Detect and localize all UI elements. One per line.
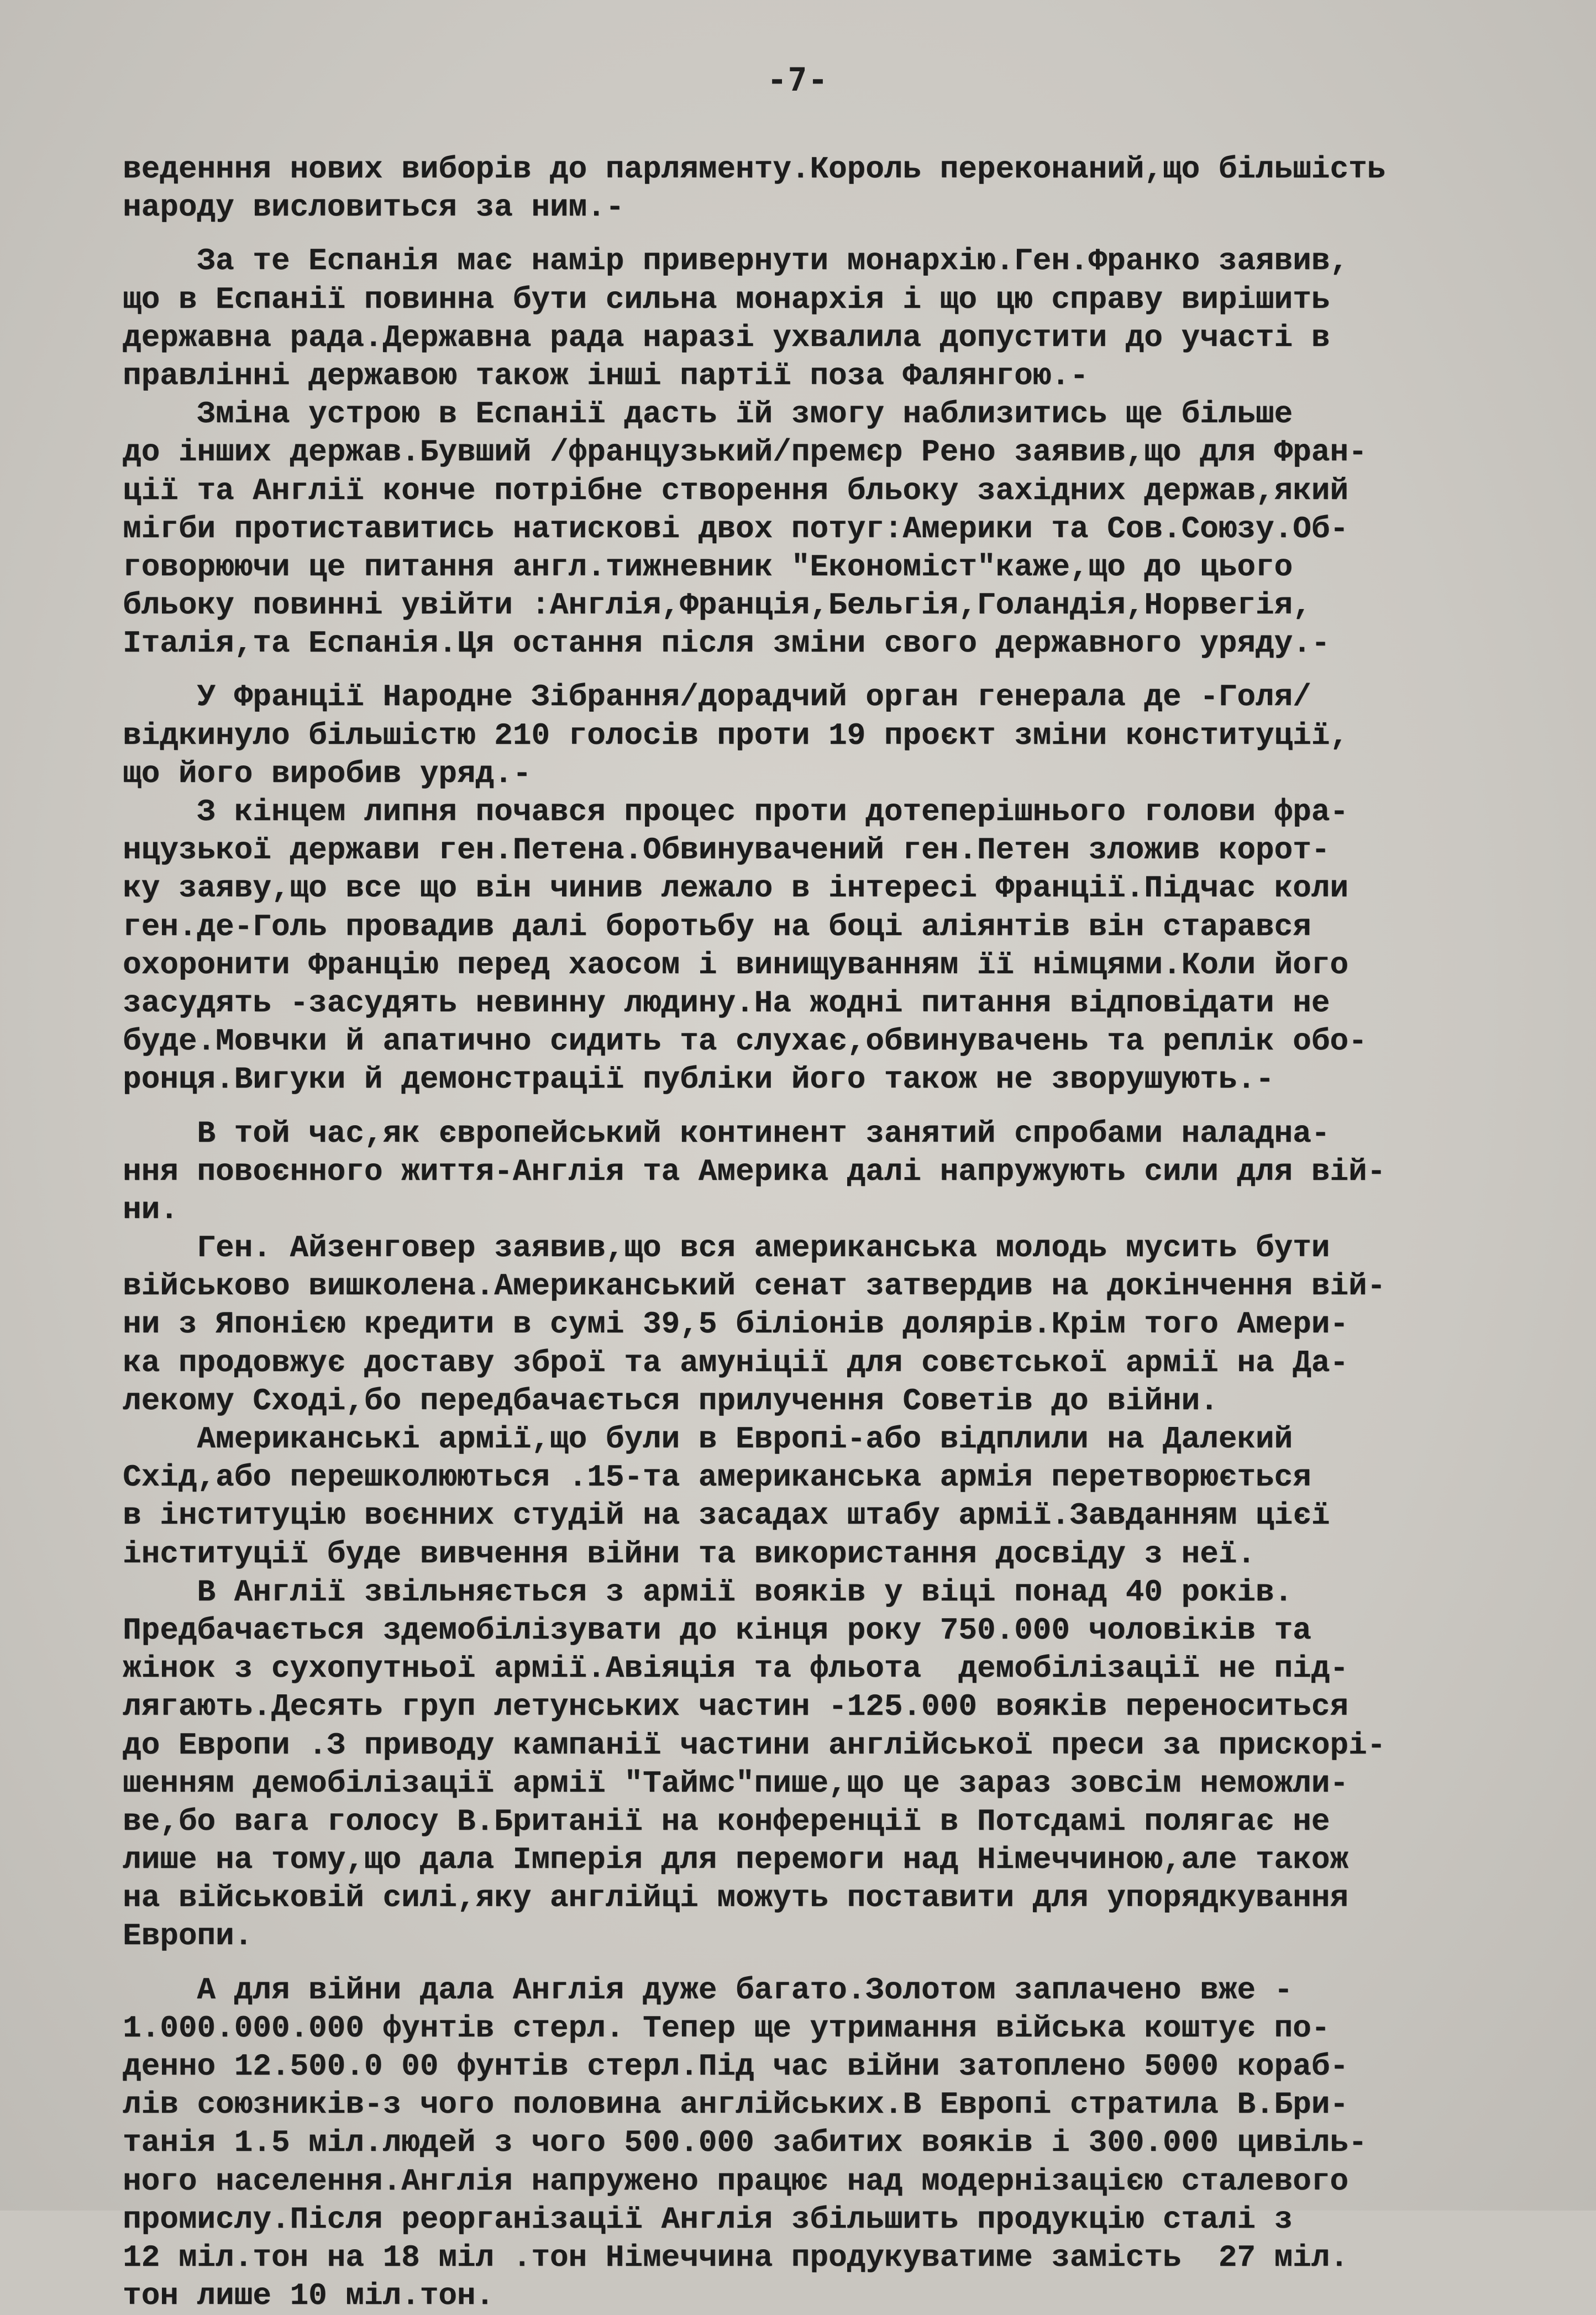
paragraph [123, 678, 1537, 1099]
text-line: Зміна устрою в Еспанії дасть їй змогу наблизитись ще більше [123, 396, 1293, 432]
text-line: Італія,та Еспанія.Ця остання після зміни свого державного уряду.- [123, 626, 1330, 662]
text-line: засудять -засудять невинну людину.На жодні питання відповідати не [123, 985, 1330, 1021]
text-line: лише на тому,що дала Імперія для перемоги над Німеччиною,але також [123, 1842, 1348, 1878]
text-line: ген.де-Голь провадив далі боротьбу на боці аліянтів він старався [123, 909, 1311, 944]
text-line: В Англії звільняється з армії вояків у віці понад 40 років. [123, 1574, 1293, 1610]
paragraph [123, 150, 1537, 227]
text-line: денно 12.500.0 00 фунтів стерл.Під час війни затоплено 5000 кораб- [123, 2049, 1348, 2084]
text-line: 12 міл.тон на 18 міл .тон Німеччина продукуватиме замість 27 міл. [123, 2239, 1348, 2275]
text-line: У Франції Народне Зібрання/дорадчий орган генерала де -Голя/ [123, 679, 1311, 715]
page-number: -7- [767, 61, 829, 98]
text-line: танія 1.5 міл.людей з чого 500.000 забитих вояків і 300.000 цивіль- [123, 2125, 1367, 2161]
text-line: промислу.Після реорганізації Англія збільшить продукцію сталі з [123, 2201, 1293, 2237]
text-line: Европи. [123, 1918, 253, 1954]
text-line: лекому Сході,бо передбачається прилучення Советів до війни. [123, 1383, 1219, 1419]
text-line: Ген. Айзенговер заявив,що вся американська молодь мусить бути [123, 1230, 1330, 1266]
text-line: народу висловиться за ним.- [123, 190, 624, 225]
text-line: лів союзників-з чого половина англійських.В Европі стратила В.Бри- [123, 2087, 1348, 2123]
text-line: державна рада.Державна рада наразі ухвалила допустити до участі в [123, 319, 1330, 355]
text-line: шенням демобілізації армії "Таймс"пише,що це зараз зовсім неможли- [123, 1765, 1348, 1801]
document-body [123, 150, 1537, 2315]
text-line: до інших держав.Бувший /французький/премєр Рено заявив,що для Фран- [123, 434, 1367, 470]
text-line: говорюючи це питання англ.тижневник "Економіст"каже,що до цього [123, 549, 1293, 585]
text-line: тон лише 10 міл.тон. [123, 2278, 495, 2314]
paragraph [123, 1971, 1537, 2315]
text-line: охоронити Францію перед хаосом і винищуванням її німцями.Коли його [123, 947, 1348, 983]
text-line: відкинуло більшістю 210 голосів проти 19 проєкт зміни конституції, [123, 717, 1348, 753]
text-line: бльоку повинні увійти :Англія,Франція,Бельгія,Голандія,Норвегія, [123, 587, 1311, 623]
text-line: 1.000.000.000 фунтів стерл. Тепер ще утримання війська коштує по- [123, 2010, 1330, 2046]
text-line: лягають.Десять груп летунських частин -125.000 вояків переноситься [123, 1689, 1348, 1725]
text-line: правлінні державою також інші партії поза Фалянгою.- [123, 358, 1089, 393]
text-line: до Европи .З приводу кампанії частини англійської преси за прискорі- [123, 1727, 1386, 1763]
text-line: А для війни дала Англія дуже багато.Золотом заплачено вже - [123, 1972, 1293, 2008]
text-line: інституції буде вивчення війни та використання досвіду з неї. [123, 1536, 1256, 1572]
text-line: ронця.Вигуки й демонстрації публіки його також не зворушують.- [123, 1062, 1274, 1098]
text-line: Американські армії,що були в Европі-або відплили на Далекий [123, 1421, 1293, 1457]
text-line: нцузької держави ген.Петена.Обвинувачений ген.Петен зложив корот- [123, 832, 1330, 868]
text-line: в інституцію воєнних студій на засадах штабу армії.Завданням цієї [123, 1498, 1330, 1534]
text-line: на військовій силі,яку англійці можуть поставити для упорядкування [123, 1880, 1348, 1916]
text-line: мігби протиставитись натискові двох потуг:Америки та Сов.Союзу.Об- [123, 511, 1348, 547]
text-line: ни. [123, 1191, 179, 1227]
text-line: ка продовжує доставу зброї та амуніції для совєтської армії на Да- [123, 1345, 1348, 1380]
text-line: ння повоєнного життя-Англія та Америка далі напружують сили для вій- [123, 1153, 1386, 1189]
text-line: Предбачається здемобілізувати до кінця року 750.000 чоловіків та [123, 1612, 1311, 1648]
text-line: Схід,або перешколюються .15-та американська армія перетворюється [123, 1460, 1311, 1495]
text-line: ку заяву,що все що він чинив лежало в інтересі Франції.Підчас коли [123, 870, 1348, 906]
text-line: ції та Англії конче потрібне створення бльоку західних держав,який [123, 473, 1348, 508]
text-line: що в Еспанії повинна бути сильна монархія і що цю справу вирішить [123, 281, 1330, 317]
text-line: ве,бо вага голосу В.Британії на конференції в Потсдамі полягає не [123, 1803, 1330, 1839]
text-line: ного населення.Англія напружено працює над модернізацією сталевого [123, 2163, 1348, 2199]
paragraph [123, 1115, 1537, 1956]
paragraph [123, 242, 1537, 663]
text-line: За те Еспанія має намір привернути монархію.Ген.Франко заявив, [123, 243, 1348, 279]
text-line: З кінцем липня почався процес проти дотеперішнього голови фра- [123, 794, 1348, 830]
text-line: буде.Мовчки й апатично сидить та слухає,обвинувачень та реплік обо- [123, 1023, 1367, 1059]
text-line: ни з Японією кредити в сумі 39,5 біліонів долярів.Крім того Амери- [123, 1306, 1348, 1342]
text-line: веденння нових виборів до парляменту.Король переконаний,що більшість [123, 151, 1386, 187]
text-line: В той час,як європейський континент занятий спробами наладна- [123, 1115, 1330, 1151]
text-line: що його виробив уряд.- [123, 755, 532, 791]
text-line: військово вишколена.Американський сенат затвердив на докінчення вій- [123, 1268, 1386, 1304]
text-line: жінок з сухопутньої армії.Авіяція та фльота демобілізації не під- [123, 1651, 1348, 1687]
